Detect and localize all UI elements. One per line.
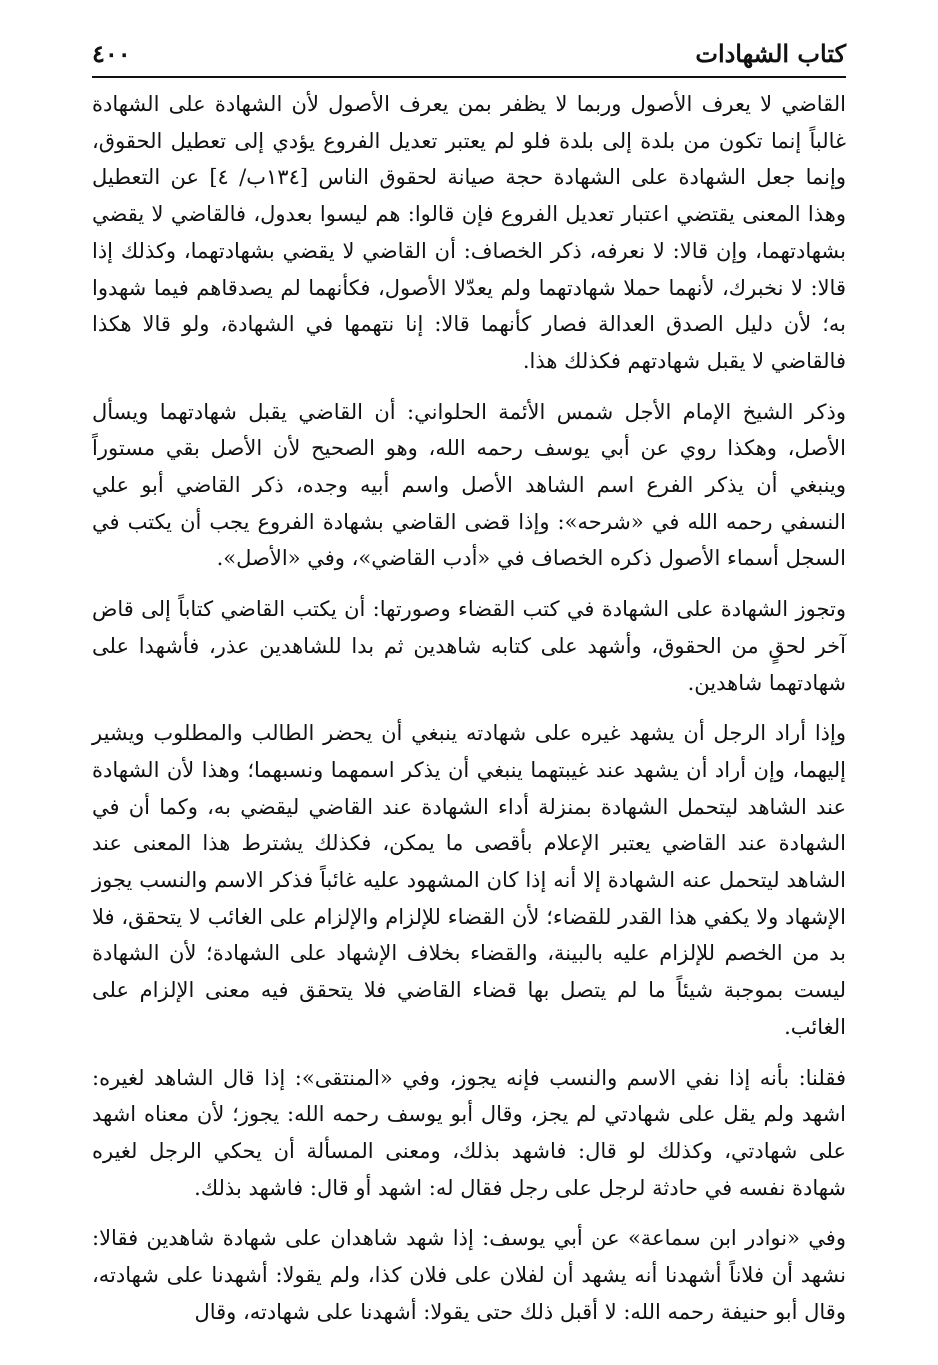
paragraph: وتجوز الشهادة على الشهادة في كتب القضاء وصورتها: أن يكتب القاضي كتاباً إلى قاض آخر لحقٍ من الحقوق، وأشهد على كتابه شاهدين ثم بدا للشاهدين عذر، فأشهدا على شهادتهما شاهدين. (92, 597, 846, 695)
body-text (92, 86, 846, 1345)
header-rule (92, 76, 846, 78)
chapter-title: كتاب الشهادات (695, 39, 846, 68)
page-number: ٤٠٠ (92, 39, 131, 68)
paragraph: فقلنا: بأنه إذا نفي الاسم والنسب فإنه يجوز، وفي «المنتقى»: إذا قال الشاهد لغيره: اشهد ولم يقل على شهادتي لم يجز، وقال أبو يوسف رحمه الله: يجوز؛ لأن معناه اشهد على شهادتي، وكذلك لو قال: فاشهد بذلك، ومعنى المسألة أن يحكي الرجل لغيره شهادة نفسه في حادثة لرجل على رجل فقال له: اشهد أو قال: فاشهد بذلك. (92, 1065, 846, 1200)
paragraph: وإذا أراد الرجل أن يشهد غيره على شهادته ينبغي أن يحضر الطالب والمطلوب ويشير إليهما، وإن أراد أن يشهد عند غيبتهما ينبغي أن يذكر اسمهما ونسبهما؛ وهذا لأن الشهادة عند الشاهد ليتحمل الشهادة بمنزلة أداء الشهادة عند القاضي ليقضي به، وكما أن في الشهادة عند القاضي يعتبر الإعلام بأقصى ما يمكن، فكذلك يشترط هذا المعنى عند الشاهد ليتحمل عنه الشهادة إلا أنه إذا كان المشهود عليه غائباً فذكر الاسم والنسب يجوز الإشهاد ولا يكفي هذا القدر للقضاء؛ لأن القضاء للإلزام والإلزام على الغائب لا يتحقق، فلا بد من الخصم للإلزام عليه بالبينة، والقضاء بخلاف الإشهاد على الشهادة؛ لأن الشهادة ليست بموجبة شيئاً ما لم يتصل بها قضاء القاضي فلا يتحقق فيه معنى الإلزام على الغائب. (92, 721, 846, 1039)
paragraph: القاضي لا يعرف الأصول وربما لا يظفر بمن يعرف الأصول لأن الشهادة على الشهادة غالباً إنما تكون من بلدة إلى بلدة فلو لم يعتبر تعديل الفروع يؤدي إلى تعطيل الحقوق، وإنما جعل الشهادة على الشهادة حجة صيانة لحقوق الناس [١٣٤ب/ ٤] عن التعطيل وهذا المعنى يقتضي اعتبار تعديل الفروع فإن قالوا: هم ليسوا بعدول، فالقاضي لا يقضي بشهادتهما، وإن قالا: لا نعرفه، ذكر الخصاف: أن القاضي لا يقضي بشهادتهما، وكذلك إذا قالا: لا نخبرك، لأنهما حملا شهادتهما ولم يعدّلا الأصول، فكأنهما لم يصدقاهم فيما شهدوا به؛ لأن دليل الصدق العدالة فصار كأنهما قالا: إنا نتهمها في الشهادة، ولو قالا هكذا فالقاضي لا يقبل شهادتهم فكذلك هذا. (92, 92, 846, 373)
paragraph: وفي «نوادر ابن سماعة» عن أبي يوسف: إذا شهد شاهدان على شهادة شاهدين فقالا: نشهد أن فلاناً أشهدنا أنه يشهد أن لفلان على فلان كذا، ولم يقولا: أشهدنا على شهادته، وقال أبو حنيفة رحمه الله: لا أقبل ذلك حتى يقولا: أشهدنا على شهادته، وقال (92, 1226, 846, 1324)
page-header (92, 36, 846, 76)
paragraph: وذكر الشيخ الإمام الأجل شمس الأئمة الحلواني: أن القاضي يقبل شهادتهما ويسأل الأصل، وهكذا روي عن أبي يوسف رحمه الله، وهو الصحيح لأن الأصل بقي مستوراً وينبغي أن يذكر الفرع اسم الشاهد الأصل واسم أبيه وجده، ذكر القاضي أبو علي النسفي رحمه الله في «شرحه»: وإذا قضى القاضي بشهادة الفروع يجب أن يكتب في السجل أسماء الأصول ذكره الخصاف في «أدب القاضي»، وفي «الأصل». (92, 399, 846, 571)
